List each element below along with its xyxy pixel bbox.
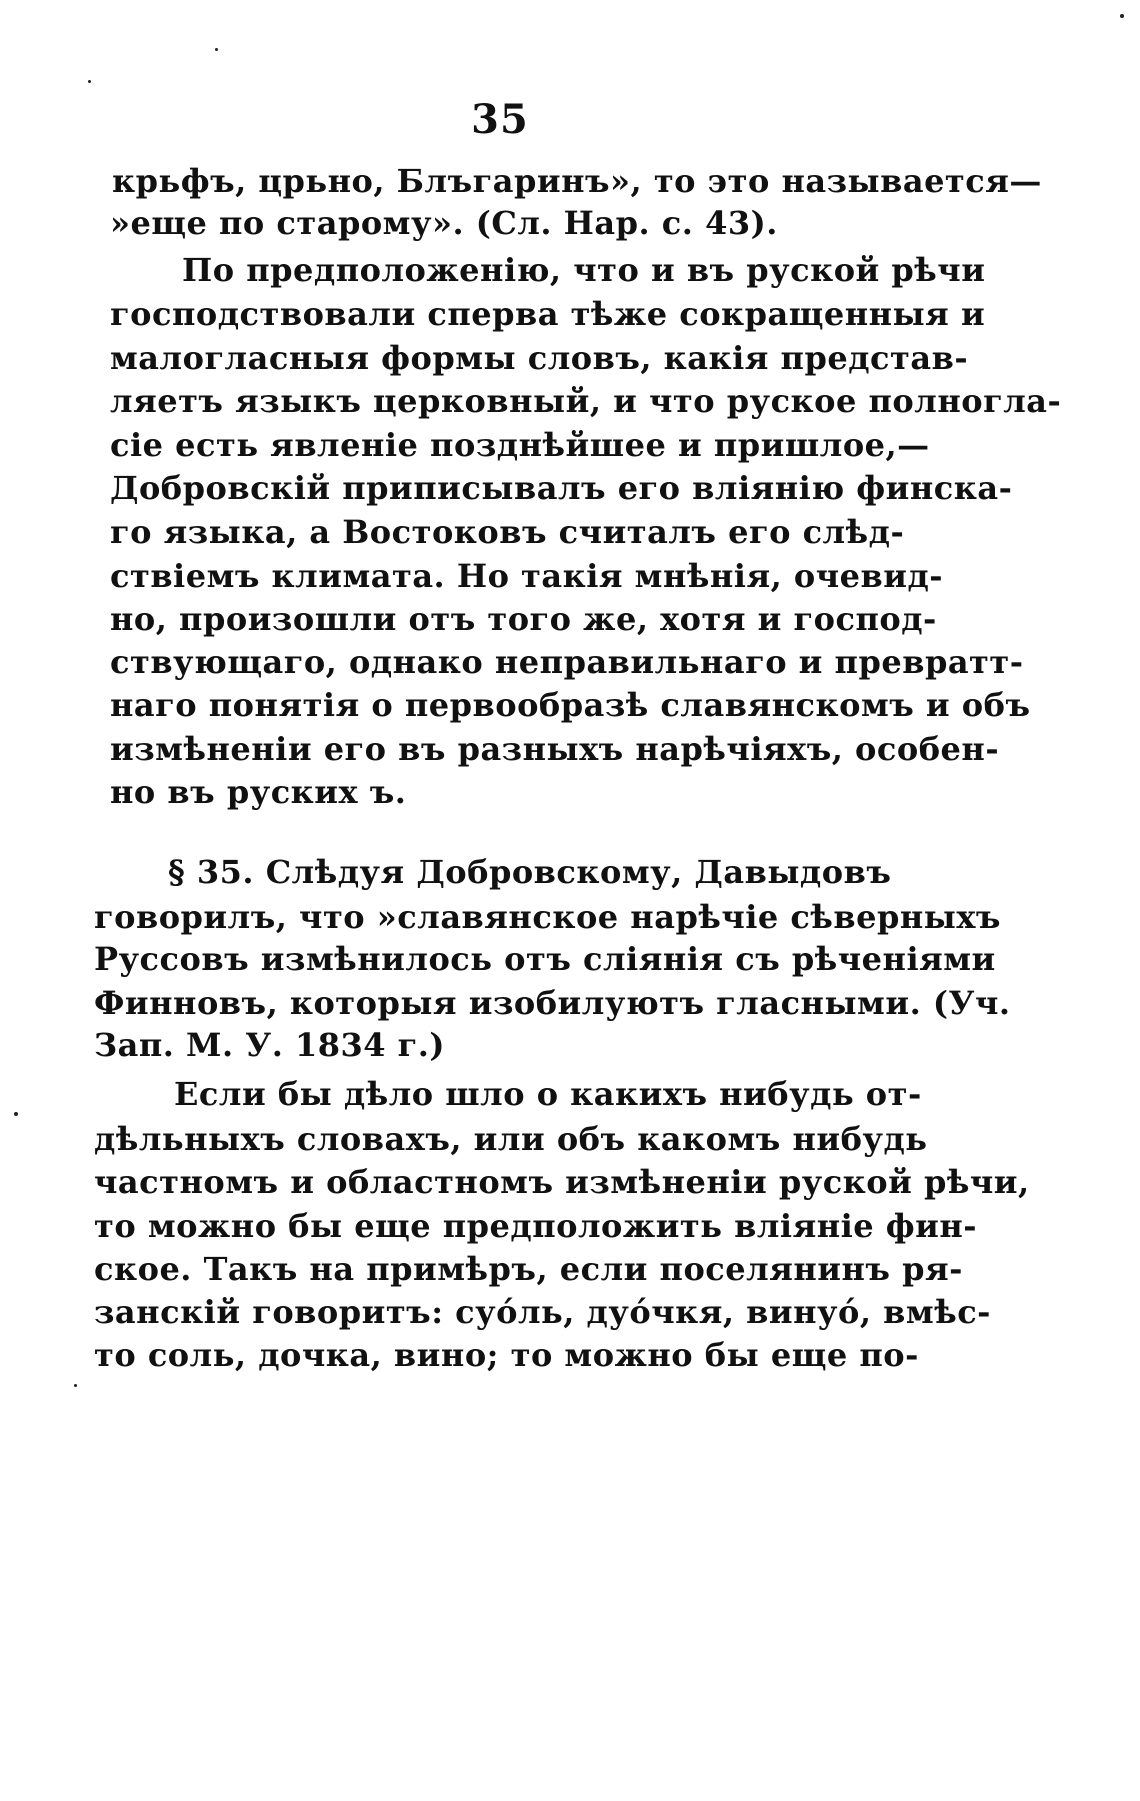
scan-speck [14,1112,18,1116]
text-line: Зап. М. У. 1834 г.) [94,1026,446,1064]
text-line: ляетъ языкъ церковный, и что руское полногла- [110,382,1062,420]
text-line: Финновъ, которыя изобилуютъ гласными. (Уч. [94,984,1011,1022]
text-line: Руссовъ измѣнилось отъ сліянія съ рѣченіями [94,940,996,978]
text-line: дѣльныхъ словахъ, или объ какомъ нибудь [94,1120,928,1158]
text-line: ствіемъ климата. Но такія мнѣнія, очевид- [110,557,944,595]
text-line: измѣненіи его въ разныхъ нарѣчіяхъ, особен- [110,730,1000,768]
text-line: ское. Такъ на примѣръ, если поселянинъ ря- [94,1250,963,1288]
scan-speck [74,1384,77,1387]
scan-speck [88,80,91,83]
text-line: крьфъ, црьно, Блъгаринъ», то это называется— [112,162,1042,200]
section-heading-line: § 35. Слѣдуя Добровскому, Давыдовъ [168,853,892,891]
text-line: ствующаго, однако неправильнаго и превратт- [110,643,1024,681]
scan-speck [215,48,218,51]
text-line: го языка, а Востоковъ считалъ его слѣд- [110,513,905,551]
text-line: »еще по старому». (Сл. Нар. с. 43). [110,204,778,242]
text-line: то можно бы еще предположить вліяніе фин- [94,1207,978,1245]
text-line: то соль, дочка, вино; то можно бы еще по- [94,1336,919,1374]
text-line: Если бы дѣло шло о какихъ нибудь от- [174,1075,922,1113]
text-line: но, произошли отъ того же, хотя и господ- [110,600,937,638]
text-line: малогласныя формы словъ, какія представ- [110,339,969,377]
text-line: сіе есть явленіе позднѣйшее и пришлое,— [110,426,930,464]
text-line: но въ руских ъ. [110,773,407,811]
page-number: 35 [471,96,529,143]
text-line: занскій говоритъ: суóль, дуóчкя, винуó, вмѣс- [94,1293,991,1331]
text-line: господствовали сперва тѣже сокращенныя и [110,295,986,333]
scan-speck [1120,14,1124,18]
text-line: частномъ и областномъ измѣненіи руской рѣчи, [94,1163,1030,1201]
text-line: Добровскій приписывалъ его вліянію финска- [110,469,1013,507]
text-line: По предположенію, что и въ руской рѣчи [182,251,986,289]
text-line: наго понятія о первообразѣ славянскомъ и объ [110,686,1031,724]
text-line: говорилъ, что »славянское нарѣчіе сѣверныхъ [94,898,1001,936]
